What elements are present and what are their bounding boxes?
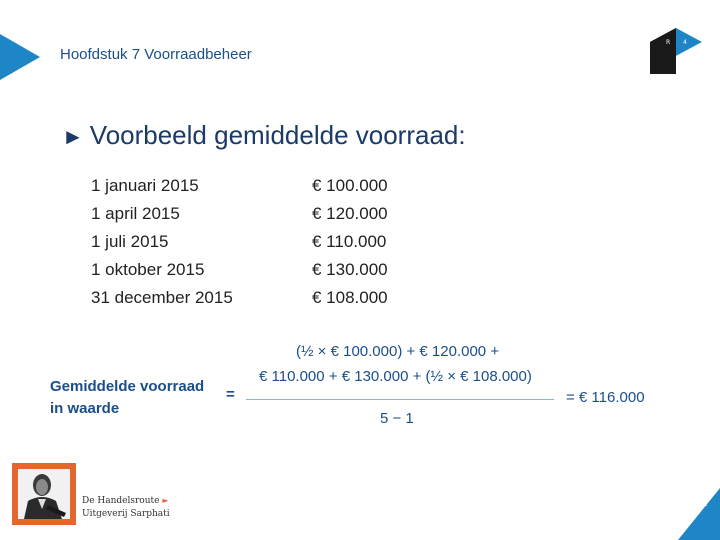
portrait-image [18,469,70,519]
formula-label-line1: Gemiddelde voorraad [50,378,205,395]
title-arrow-icon: ► [62,124,84,149]
portrait-logo [12,463,76,525]
fraction-bar [246,399,554,400]
page-number: 11 [696,497,708,509]
brand-arrow-icon: ► [162,496,169,505]
page-number-triangle [678,488,720,540]
value-item: € 110.000 [312,232,387,251]
date-item: 1 januari 2015 [91,176,199,195]
formula-label [50,376,204,420]
date-item: 1 juli 2015 [91,232,169,251]
formula-label-line2: in waarde [50,400,120,417]
value-item: € 130.000 [312,260,388,279]
value-list [312,172,388,312]
brand-line1: De Handelsroute [82,496,160,506]
title-text: Voorbeeld gemiddelde voorraad: [89,120,466,150]
chapter-title: Hoofdstuk 7 Voorraadbeheer [60,46,252,63]
value-item: € 108.000 [312,288,388,307]
corner-triangle-decoration [0,34,40,80]
formula-equals-sign: = [226,386,235,403]
publisher-logo-icon [650,28,702,74]
logo-letter-2: 4 [683,39,687,46]
date-item: 1 april 2015 [91,204,180,223]
logo-letter-1: R [666,39,671,46]
formula-result: = € 116.000 [566,389,645,406]
formula-numerator-line1: (½ × € 100.000) + € 120.000 + [296,343,500,360]
portrait-figure-icon [18,469,70,519]
publisher-brand [82,494,170,521]
date-list [91,172,233,312]
value-item: € 100.000 [312,176,388,195]
slide-title [62,120,466,151]
date-item: 1 oktober 2015 [91,260,205,279]
brand-line2: Uitgeverij Sarphati [82,509,170,519]
date-item: 31 december 2015 [91,288,233,307]
formula-numerator-line2: € 110.000 + € 130.000 + (½ × € 108.000) [259,368,532,385]
formula-denominator: 5 − 1 [380,410,414,427]
value-item: € 120.000 [312,204,388,223]
